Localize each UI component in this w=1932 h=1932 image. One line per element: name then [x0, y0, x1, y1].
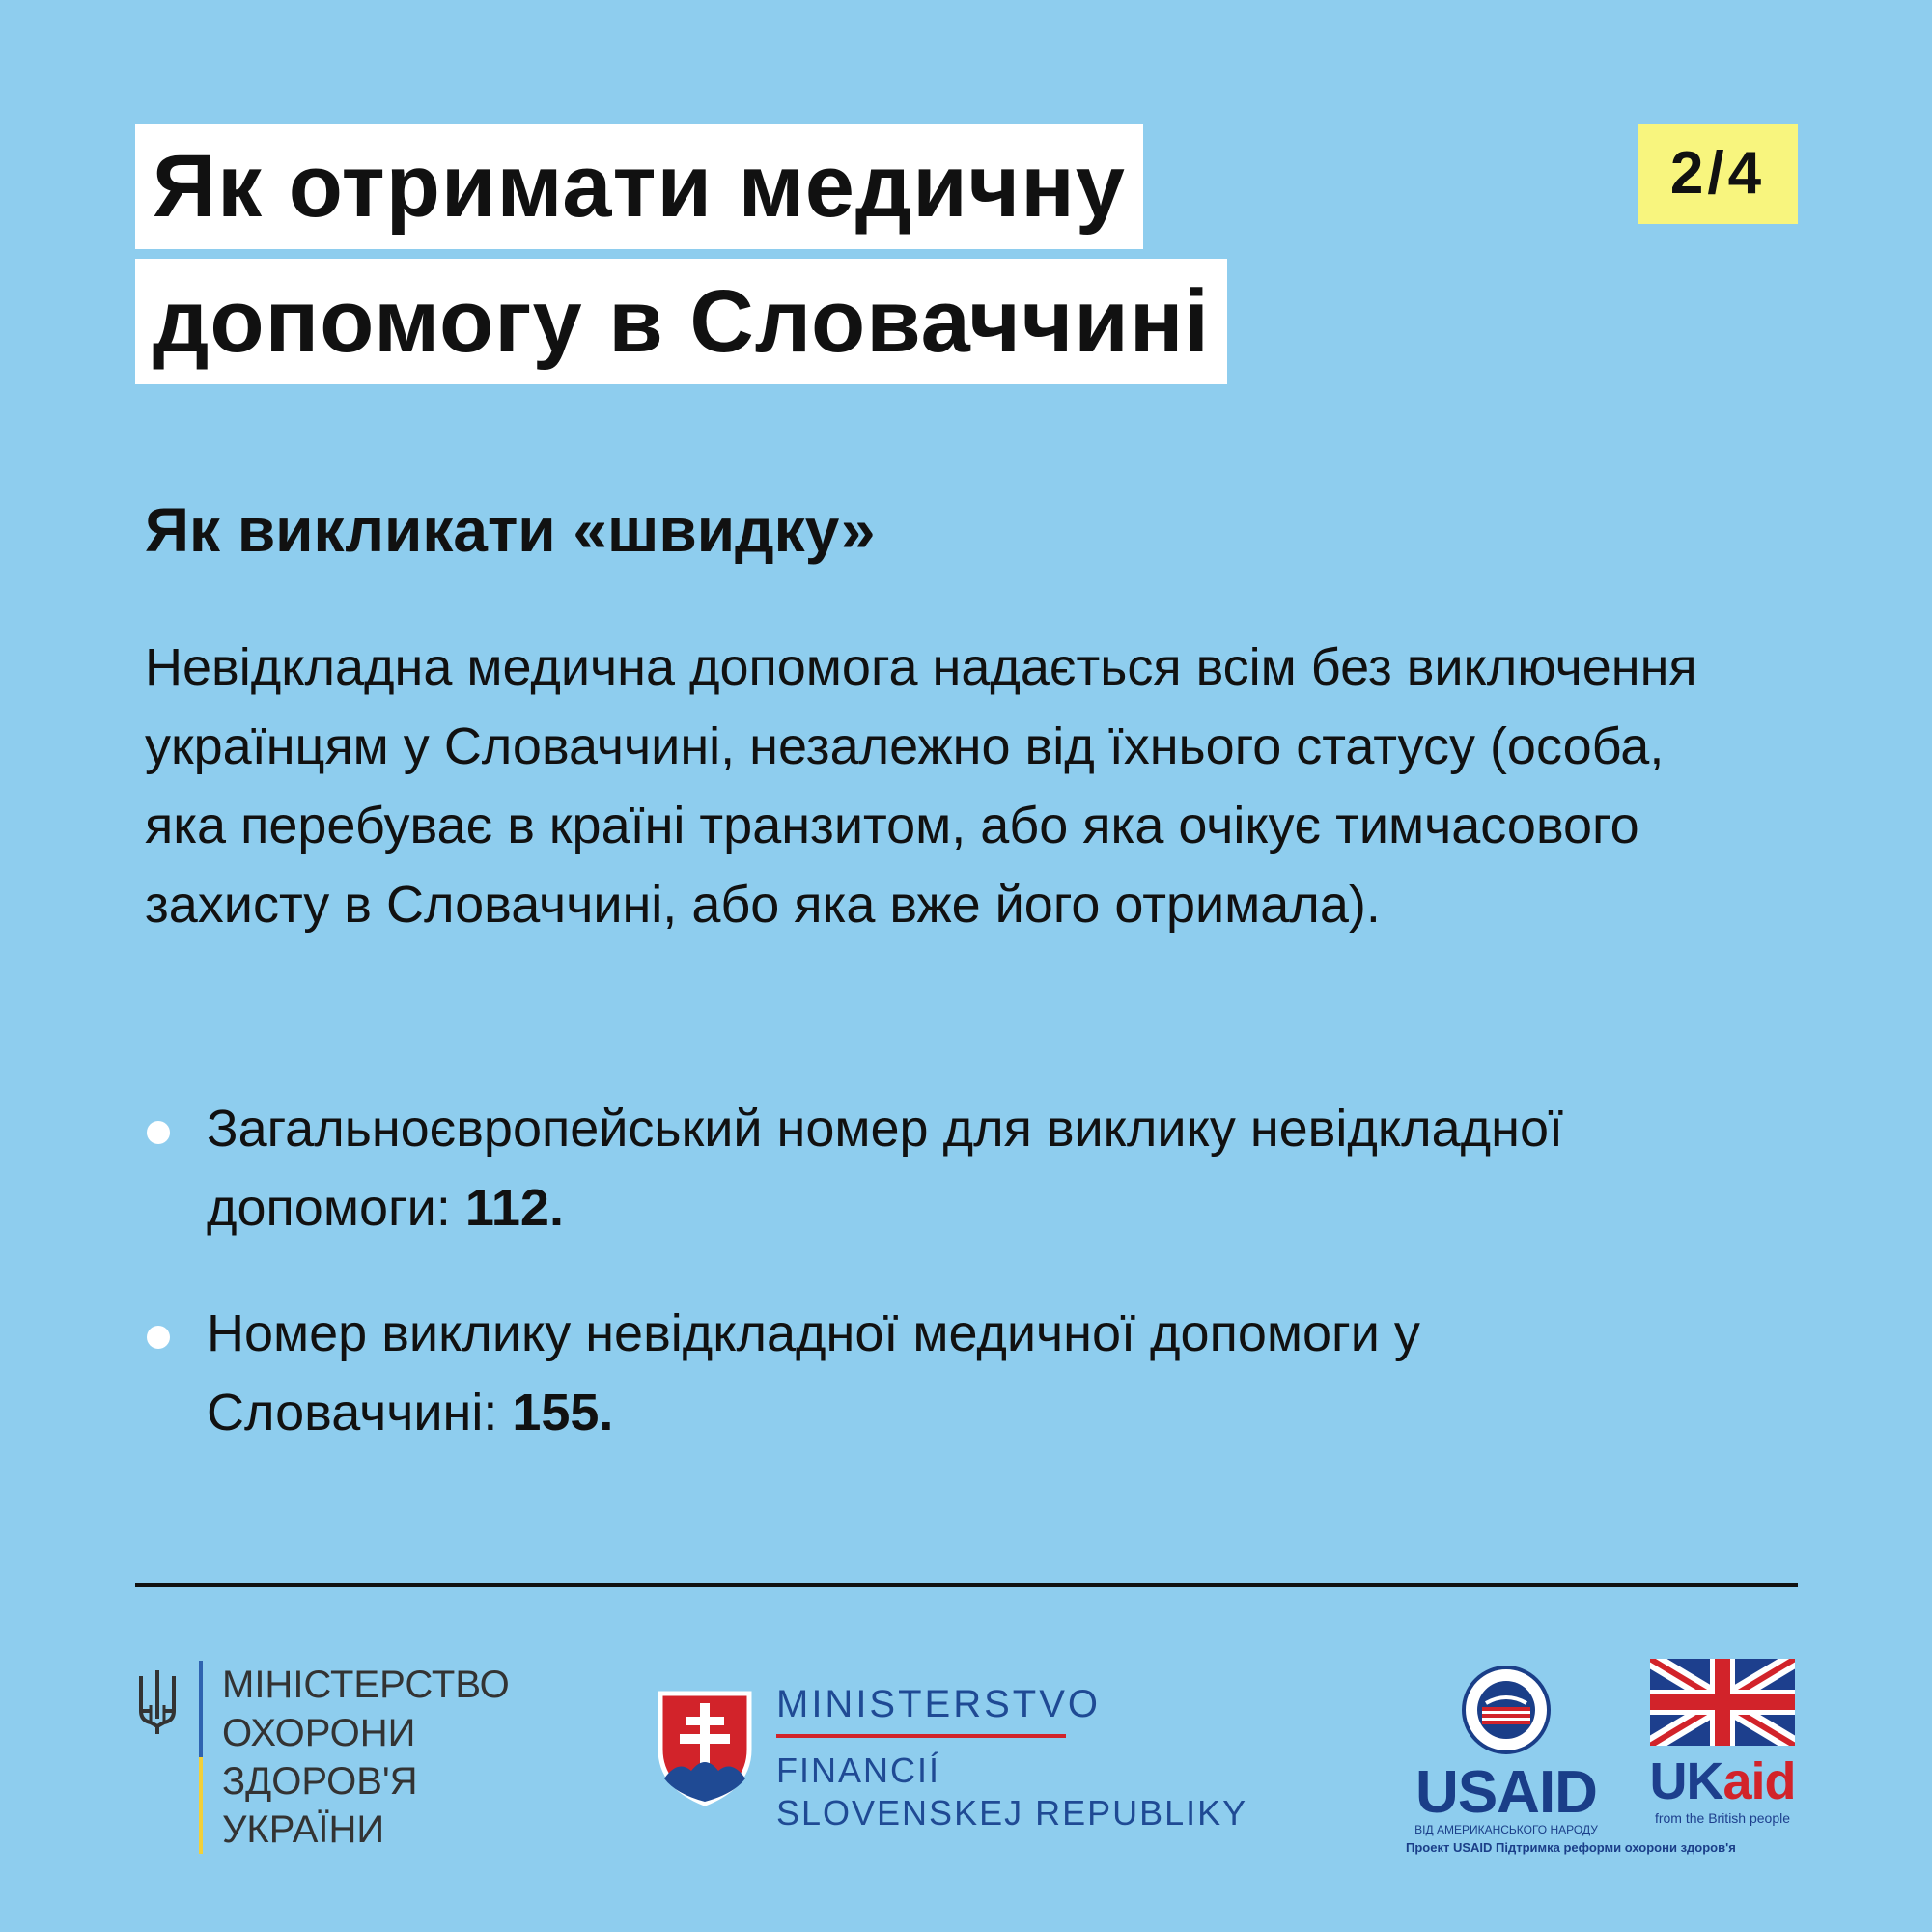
- union-jack-flag-icon: [1650, 1659, 1795, 1746]
- usaid-tagline: ВІД АМЕРИКАНСЬКОГО НАРОДУ: [1414, 1823, 1598, 1836]
- bullet-dot-icon: [147, 1326, 170, 1349]
- body-paragraph: Невідкладна медична допомога надається всім без виключення українцям у Словаччині, незалежно від їхнього статусу (особа, яка перебуває в країні транзитом, або яка очікує тимчасового захисту в Словаччині, або яка вже його отримала).: [145, 638, 1697, 934]
- list-item: [145, 1089, 1593, 1247]
- emergency-number: 112.: [464, 1179, 564, 1237]
- page-title-line-2: допомогу в Словаччині: [135, 259, 1227, 384]
- list-item: [145, 1294, 1593, 1452]
- sk-ministry-finance-logo: [657, 1680, 1274, 1854]
- bullet-text: Загальноєвропейський номер для виклику невідкладної допомоги:: [207, 1100, 1564, 1237]
- ukaid-wordmark: UKaid: [1649, 1752, 1796, 1810]
- ukaid-tagline: from the British people: [1654, 1810, 1791, 1826]
- moz-logo-text: МІНІСТЕРСТВО ОХОРОНИ ЗДОРОВ'Я УКРАЇНИ: [222, 1664, 510, 1851]
- bullet-text: Номер виклику невідкладної медичної допомоги у Словаччині:: [207, 1304, 1420, 1442]
- usaid-seal-icon: [1461, 1665, 1552, 1755]
- sk-logo-line-3: SLOVENSKEJ REPUBLIKY: [776, 1793, 1248, 1833]
- usaid-logo: [1405, 1659, 1608, 1836]
- sk-logo-line-2: FINANCIÍ: [776, 1750, 941, 1790]
- usaid-wordmark: USAID: [1415, 1759, 1597, 1826]
- footer-divider: [135, 1583, 1798, 1587]
- bullet-list: [145, 1089, 1593, 1498]
- emergency-number: 155.: [512, 1384, 614, 1442]
- sk-logo-line-1: MINISTERSTVO: [776, 1683, 1102, 1725]
- moz-ukraine-logo: [135, 1661, 510, 1854]
- section-heading: Як викликати «швидку»: [145, 495, 876, 565]
- page-indicator-badge: 2/4: [1638, 124, 1798, 224]
- ukaid-logo: [1647, 1659, 1798, 1833]
- ua-flag-bar: [199, 1661, 203, 1854]
- page-title-line-1: Як отримати медичну: [135, 124, 1143, 249]
- trident-icon: [135, 1668, 180, 1736]
- bullet-dot-icon: [147, 1121, 170, 1144]
- sk-logo-divider: [776, 1734, 1066, 1738]
- slovak-coat-of-arms-icon: [657, 1690, 753, 1807]
- project-credit-line: Проект USAID Підтримка реформи охорони здоров'я: [1406, 1840, 1736, 1855]
